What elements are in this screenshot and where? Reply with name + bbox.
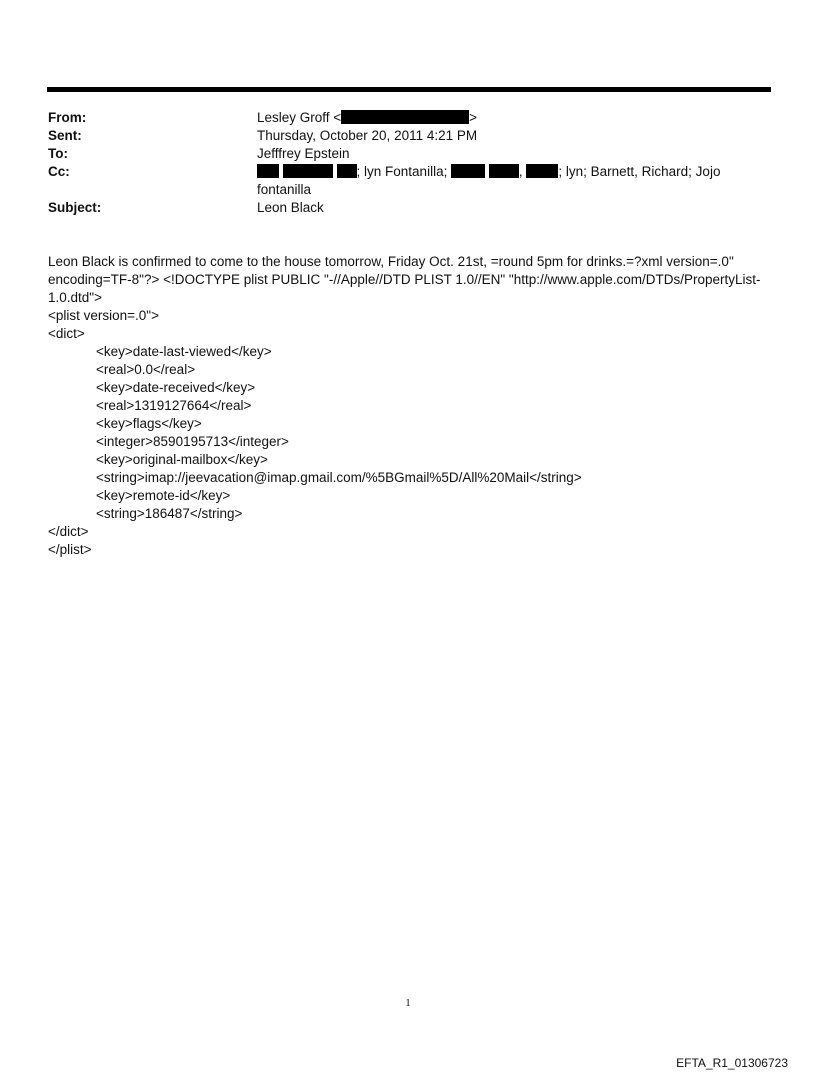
dict-line: <key>remote-id</key>	[96, 488, 231, 503]
body-line: </plist>	[48, 542, 92, 557]
dict-line: <key>flags</key>	[96, 416, 202, 431]
sent-value: Thursday, October 20, 2011 4:21 PM	[257, 128, 478, 143]
from-row	[48, 109, 768, 127]
dict-line: <real>1319127664</real>	[96, 398, 252, 413]
document-id: EFTA_R1_01306723	[676, 1056, 788, 1070]
redaction-box	[337, 164, 357, 178]
to-row	[48, 145, 768, 163]
email-body	[48, 253, 768, 559]
sent-row	[48, 127, 768, 145]
dict-line: <string>imap://jeevacation@imap.gmail.com/%5BGmail%5D/All%20Mail</string>	[96, 470, 582, 485]
from-close: >	[469, 110, 478, 125]
redaction-box	[283, 164, 333, 178]
body-line: Leon Black is confirmed to come to the house tomorrow, Friday Oct. 21st, =round 5pm for drinks.=?xml version=.0"	[48, 254, 734, 269]
body-line: encoding=TF-8"?> <!DOCTYPE plist PUBLIC "-//Apple//DTD PLIST 1.0//EN" "http://www.apple.com/DTDs/PropertyList-	[48, 272, 761, 287]
dict-line: <key>original-mailbox</key>	[96, 452, 268, 467]
cc-text-4: fontanilla	[257, 182, 312, 197]
email-header	[48, 109, 768, 217]
subject-row	[48, 199, 768, 217]
dict-line: <real>0.0</real>	[96, 362, 196, 377]
body-line: 1.0.dtd">	[48, 290, 102, 305]
dict-line: <key>date-last-viewed</key>	[96, 344, 272, 359]
cc-value	[257, 163, 727, 199]
dict-line: <integer>8590195713</integer>	[96, 434, 289, 449]
from-label: From:	[48, 110, 87, 125]
from-name: Lesley Groff <	[257, 110, 342, 125]
redaction-box	[451, 164, 485, 178]
from-value	[257, 109, 727, 127]
to-value: Jefffrey Epstein	[257, 146, 350, 161]
sent-label: Sent:	[48, 128, 82, 143]
cc-text-2: ,	[518, 164, 523, 179]
header-rule	[47, 87, 771, 92]
page-number: 1	[405, 997, 411, 1009]
body-line: <plist version=.0">	[48, 308, 159, 323]
subject-label: Subject:	[48, 200, 102, 215]
body-line: <dict>	[48, 326, 85, 341]
redaction-box	[257, 164, 279, 178]
cc-row	[48, 163, 768, 199]
redaction-box	[341, 110, 469, 124]
redaction-box	[526, 164, 558, 178]
to-label: To:	[48, 146, 68, 161]
cc-text-1: ; lyn Fontanilla;	[356, 164, 452, 179]
body-line: </dict>	[48, 524, 89, 539]
subject-value: Leon Black	[257, 200, 324, 215]
cc-label: Cc:	[48, 164, 70, 179]
redaction-box	[489, 164, 519, 178]
dict-line: <string>186487</string>	[96, 506, 243, 521]
dict-line: <key>date-received</key>	[96, 380, 256, 395]
cc-text-3: ; lyn; Barnett, Richard; Jojo	[558, 164, 721, 179]
